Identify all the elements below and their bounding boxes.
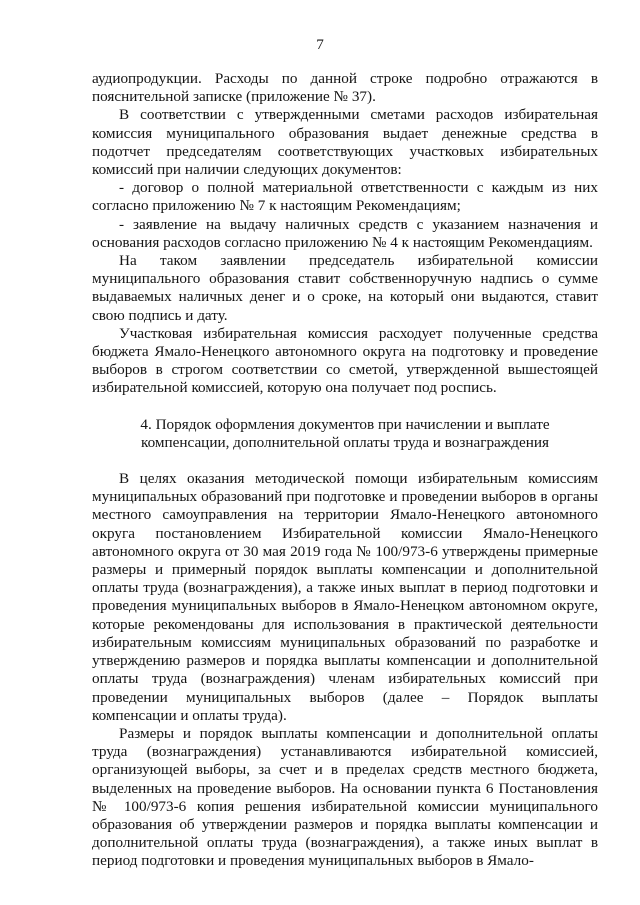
- paragraph-methodical-help: В целях оказания методической помощи избирательным комиссиям муниципальных образований при подготовке и проведении выборов в органы местного самоуправления на территории Ямало-Ненецкого автономного округа постановлением Избирательной комиссии Ямало-Ненецкого автономного округа от 30 мая 2019 года № 100/973-6 утверждены примерные размеры и примерный порядок выплаты компенсации и дополнительной оплаты труда (вознаграждения), а также иных выплат в период подготовки и проведения муниципальных выборов в Ямало-Ненецком автономном округе, которые рекомендованы для использования в практической деятельности избирательным комиссиям муниципальных образований по разработке и утверждению размеров и порядка выплаты компенсации и дополнительной оплаты труда (вознаграждения) членам избирательных комиссий при проведении муниципальных выборов (далее – Порядок выплаты компенсации и оплаты труда).: [92, 470, 598, 724]
- page-number: 7: [316, 36, 324, 53]
- paragraph-chair-signature: На таком заявлении председатель избирательной комиссии муниципального образования ставит собственноручную надпись о сумме выдаваемых наличных денег и о сроке, на который они выдаются, ставит свою подпись и дату.: [92, 252, 598, 324]
- paragraph-continuation: аудиопродукции. Расходы по данной строке подробно отражаются в пояснительной записке (приложение № 37).: [92, 70, 598, 106]
- list-item-cash-application: - заявление на выдачу наличных средств с указанием назначения и основания расходов согласно приложению № 4 к настоящим Рекомендациям.: [92, 215, 598, 251]
- list-item-liability-contract: - договор о полной материальной ответственности с каждым из них согласно приложению № 7 к настоящим Рекомендациям;: [92, 179, 598, 215]
- document-body: [92, 70, 598, 871]
- paragraph-payment-amounts: Размеры и порядок выплаты компенсации и дополнительной оплаты труда (вознаграждения) устанавливаются избирательной комиссией, организующей выборы, за счет и в пределах средств местного бюджета, выделенных на проведение выборов. На основании пункта 6 Постановления № 100/973-6 копия решения избирательной комиссии муниципального образования об утверждении размеров и порядка выплаты компенсации и дополнительной оплаты труда (вознаграждения), а также иных выплат в период подготовки и проведения муниципальных выборов в Ямало-: [92, 724, 598, 870]
- section-heading: 4. Порядок оформления документов при начислении и выплате компенсации, дополнительной оплаты труда и вознаграждения: [140, 415, 550, 451]
- paragraph-cash-advance: В соответствии с утвержденными сметами расходов избирательная комиссия муниципального образования выдает денежные средства в подотчет председателям соответствующих участковых избирательных комиссий при наличии следующих документов:: [92, 106, 598, 179]
- paragraph-precinct-commission: Участковая избирательная комиссия расходует полученные средства бюджета Ямало-Ненецкого автономного округа на подготовку и проведение выборов в строгом соответствии со сметой, утвержденной вышестоящей избирательной комиссией, которую она получает под роспись.: [92, 324, 598, 397]
